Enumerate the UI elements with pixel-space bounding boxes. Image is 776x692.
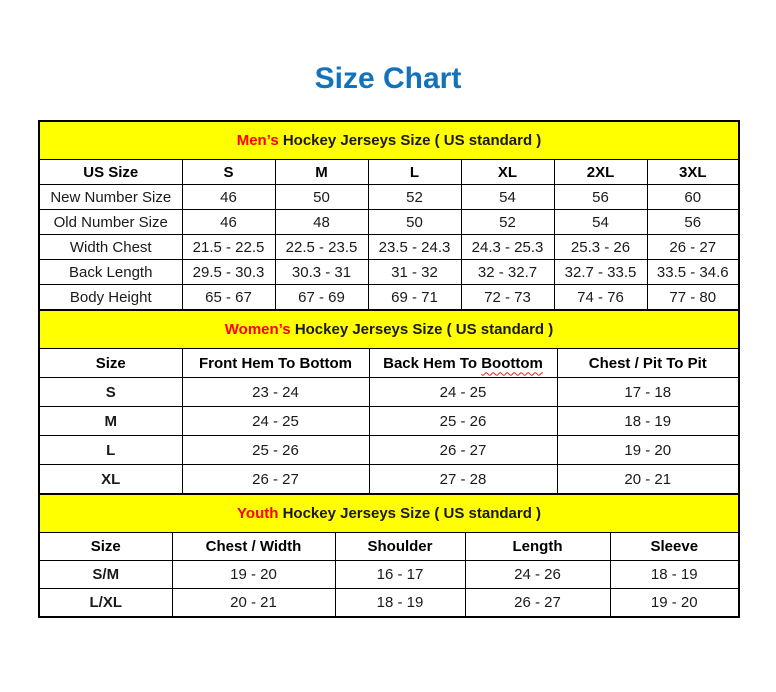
table-cell: 24 - 25 bbox=[369, 378, 557, 407]
table-cell: 74 - 76 bbox=[554, 285, 647, 311]
row-label: XL bbox=[39, 465, 182, 495]
table-row-new-number-size bbox=[39, 185, 739, 210]
table-cell: 18 - 19 bbox=[557, 407, 739, 436]
table-cell: 65 - 67 bbox=[182, 285, 275, 311]
youth-size-table bbox=[38, 493, 740, 618]
row-label: L bbox=[39, 436, 182, 465]
table-row-width-chest bbox=[39, 235, 739, 260]
mens-caption-text: Hockey Jerseys Size ( US standard ) bbox=[282, 132, 542, 149]
youth-header-row bbox=[39, 533, 739, 561]
column-header-length: Length bbox=[465, 533, 610, 561]
table-cell: 21.5 - 22.5 bbox=[182, 235, 275, 260]
table-cell: 26 - 27 bbox=[647, 235, 739, 260]
table-cell: 48 bbox=[275, 210, 368, 235]
column-header-chest-width: Chest / Width bbox=[172, 533, 335, 561]
table-cell: 72 - 73 bbox=[461, 285, 554, 311]
row-label: Body Height bbox=[39, 285, 182, 311]
mens-caption-highlight: Men’s bbox=[236, 132, 279, 149]
table-cell: 19 - 20 bbox=[610, 589, 739, 618]
mens-size-table bbox=[38, 120, 740, 311]
womens-header-row bbox=[39, 349, 739, 378]
womens-table-caption bbox=[39, 310, 739, 349]
column-header-text: Back Hem To bbox=[383, 354, 478, 372]
table-row-body-height bbox=[39, 285, 739, 311]
womens-caption-highlight: Women’s bbox=[224, 321, 291, 338]
column-header-shoulder: Shoulder bbox=[335, 533, 465, 561]
column-header-front-hem: Front Hem To Bottom bbox=[182, 349, 369, 378]
row-label: S/M bbox=[39, 561, 172, 589]
table-cell: 18 - 19 bbox=[610, 561, 739, 589]
row-label: M bbox=[39, 407, 182, 436]
table-row-youth-lxl bbox=[39, 589, 739, 618]
table-cell: 52 bbox=[461, 210, 554, 235]
youth-caption-text: Hockey Jerseys Size ( US standard ) bbox=[282, 505, 542, 522]
table-cell: 54 bbox=[554, 210, 647, 235]
youth-table-caption bbox=[39, 494, 739, 533]
table-cell: 46 bbox=[182, 210, 275, 235]
table-cell: 20 - 21 bbox=[172, 589, 335, 618]
table-cell: 26 - 27 bbox=[369, 436, 557, 465]
table-cell: 16 - 17 bbox=[335, 561, 465, 589]
womens-caption-row bbox=[39, 310, 739, 349]
table-cell: 46 bbox=[182, 185, 275, 210]
table-cell: 24 - 26 bbox=[465, 561, 610, 589]
table-cell: 20 - 21 bbox=[557, 465, 739, 495]
table-cell: 27 - 28 bbox=[369, 465, 557, 495]
table-row-womens-s bbox=[39, 378, 739, 407]
row-label: L/XL bbox=[39, 589, 172, 618]
table-cell: 25 - 26 bbox=[369, 407, 557, 436]
youth-caption-row bbox=[39, 494, 739, 533]
womens-caption-text: Hockey Jerseys Size ( US standard ) bbox=[294, 321, 554, 338]
column-header-chest-pit: Chest / Pit To Pit bbox=[557, 349, 739, 378]
table-cell: 18 - 19 bbox=[335, 589, 465, 618]
womens-size-table bbox=[38, 309, 740, 495]
table-cell: 26 - 27 bbox=[182, 465, 369, 495]
column-header-back-hem bbox=[369, 349, 557, 378]
column-header-s: S bbox=[182, 160, 275, 185]
table-cell: 50 bbox=[368, 210, 461, 235]
table-cell: 29.5 - 30.3 bbox=[182, 260, 275, 285]
table-row-youth-sm bbox=[39, 561, 739, 589]
table-cell: 60 bbox=[647, 185, 739, 210]
table-row-back-length bbox=[39, 260, 739, 285]
row-label: Width Chest bbox=[39, 235, 182, 260]
table-row-old-number-size bbox=[39, 210, 739, 235]
table-cell: 54 bbox=[461, 185, 554, 210]
table-cell: 77 - 80 bbox=[647, 285, 739, 311]
table-cell: 17 - 18 bbox=[557, 378, 739, 407]
mens-table-caption bbox=[39, 121, 739, 160]
table-cell: 56 bbox=[554, 185, 647, 210]
table-cell: 32 - 32.7 bbox=[461, 260, 554, 285]
table-cell: 56 bbox=[647, 210, 739, 235]
row-label: New Number Size bbox=[39, 185, 182, 210]
row-label: Old Number Size bbox=[39, 210, 182, 235]
table-row-womens-m bbox=[39, 407, 739, 436]
table-cell: 32.7 - 33.5 bbox=[554, 260, 647, 285]
column-header-2xl: 2XL bbox=[554, 160, 647, 185]
column-header-us-size: US Size bbox=[39, 160, 182, 185]
table-cell: 25.3 - 26 bbox=[554, 235, 647, 260]
column-header-l: L bbox=[368, 160, 461, 185]
column-header-m: M bbox=[275, 160, 368, 185]
column-header-xl: XL bbox=[461, 160, 554, 185]
column-header-size: Size bbox=[39, 349, 182, 378]
column-header-sleeve: Sleeve bbox=[610, 533, 739, 561]
table-cell: 26 - 27 bbox=[465, 589, 610, 618]
table-cell: 23 - 24 bbox=[182, 378, 369, 407]
table-cell: 50 bbox=[275, 185, 368, 210]
table-cell: 31 - 32 bbox=[368, 260, 461, 285]
row-label: S bbox=[39, 378, 182, 407]
table-cell: 30.3 - 31 bbox=[275, 260, 368, 285]
table-cell: 67 - 69 bbox=[275, 285, 368, 311]
table-row-womens-l bbox=[39, 436, 739, 465]
column-header-size: Size bbox=[39, 533, 172, 561]
table-cell: 22.5 - 23.5 bbox=[275, 235, 368, 260]
row-label: Back Length bbox=[39, 260, 182, 285]
table-row-womens-xl bbox=[39, 465, 739, 495]
table-cell: 25 - 26 bbox=[182, 436, 369, 465]
table-cell: 69 - 71 bbox=[368, 285, 461, 311]
table-cell: 24 - 25 bbox=[182, 407, 369, 436]
table-cell: 19 - 20 bbox=[172, 561, 335, 589]
youth-caption-highlight: Youth bbox=[237, 505, 279, 522]
column-header-3xl: 3XL bbox=[647, 160, 739, 185]
table-cell: 23.5 - 24.3 bbox=[368, 235, 461, 260]
size-tables-container bbox=[38, 120, 738, 618]
table-cell: 19 - 20 bbox=[557, 436, 739, 465]
table-cell: 33.5 - 34.6 bbox=[647, 260, 739, 285]
page-title: Size Chart bbox=[314, 62, 462, 95]
mens-caption-row bbox=[39, 121, 739, 160]
table-cell: 24.3 - 25.3 bbox=[461, 235, 554, 260]
table-cell: 52 bbox=[368, 185, 461, 210]
mens-header-row bbox=[39, 160, 739, 185]
misspelled-word: Boottom bbox=[481, 354, 543, 372]
